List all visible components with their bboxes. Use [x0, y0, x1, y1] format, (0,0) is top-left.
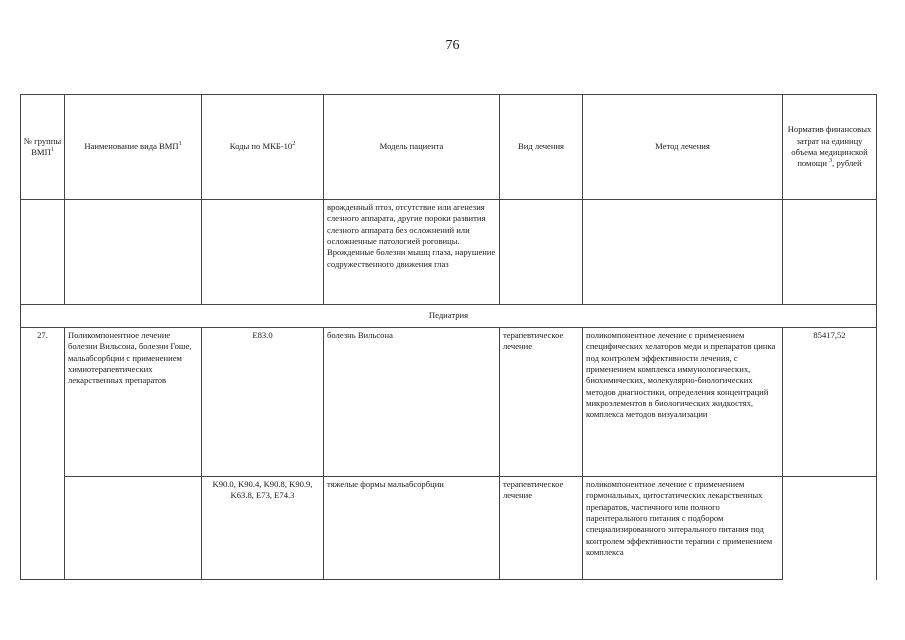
cell-empty — [65, 477, 202, 580]
header-cost-norm: Норматив финансовых затрат на единицу объема медицинской помощи $^3$, рублей — [783, 95, 877, 200]
cell-treatment-type: терапевтическое лечение — [500, 328, 583, 477]
cell-cost: 85417,52 — [783, 328, 877, 477]
cell-empty — [500, 200, 583, 305]
header-group-no: № группы ВМП$^1$ — [21, 95, 65, 200]
page-number: 76 — [445, 38, 460, 53]
table-row-group-27 — [21, 328, 877, 477]
cell-treatment-type: терапевтическое лечение — [500, 477, 583, 580]
header-icd-codes: Коды по МКБ-$10^2$ — [202, 95, 324, 200]
cell-empty — [202, 200, 324, 305]
cell-icd-codes: E83.0 — [202, 328, 324, 477]
cell-empty — [783, 477, 877, 580]
cell-empty — [21, 200, 65, 305]
table-row-continuation — [21, 200, 877, 305]
header-patient-model: Модель пациента — [324, 95, 500, 200]
cell-patient-model: болезнь Вильсона — [324, 328, 500, 477]
cell-treatment-method: поликомпонентное лечение с применением гормональных, цитостатических лекарственных препаратов, частичного или полного парентерального питания с подбором специализированного энтерального питания под контролем эффективности терапии с применением комплекса — [583, 477, 783, 580]
cell-empty — [65, 200, 202, 305]
header-row — [21, 95, 877, 200]
header-treatment-type: Вид лечения — [500, 95, 583, 200]
cell-patient-model: врожденный птоз, отсутствие или агенезия слезного аппарата, другие пороки развития слезного аппарата без осложнений или осложненные патологией роговицы. Врожденные болезни мышц глаза, нарушение содружественного движения глаз — [324, 200, 500, 305]
header-vmp-name: Наименование вида ВМП$^1$ — [65, 95, 202, 200]
vmp-table — [20, 94, 877, 580]
cell-treatment-method: поликомпонентное лечение с применением специфических хелаторов меди и препаратов цинка под контролем эффективности лечения, с применением комплекса иммунологических, биохимических, молекулярно-биологических методов диагностики, определения концентраций микроэлементов в биологических жидкостях, комплекса методов визуализации — [583, 328, 783, 477]
cell-empty — [583, 200, 783, 305]
section-row-pediatrics — [21, 305, 877, 328]
section-title: Педиатрия — [21, 305, 877, 328]
cell-vmp-name: Поликомпонентное лечение болезни Вильсона, болезни Гоше, мальабсорбции с применением химиотерапевтических лекарственных препаратов — [65, 328, 202, 477]
cell-patient-model: тяжелые формы мальабсорбции — [324, 477, 500, 580]
cell-empty — [783, 200, 877, 305]
cell-group-number: 27. — [21, 328, 65, 580]
header-treatment-method: Метод лечения — [583, 95, 783, 200]
cell-icd-codes: K90.0, K90.4, K90.8, K90.9, K63.8, E73, E74.3 — [202, 477, 324, 580]
table-row-group-27-sub — [21, 477, 877, 580]
